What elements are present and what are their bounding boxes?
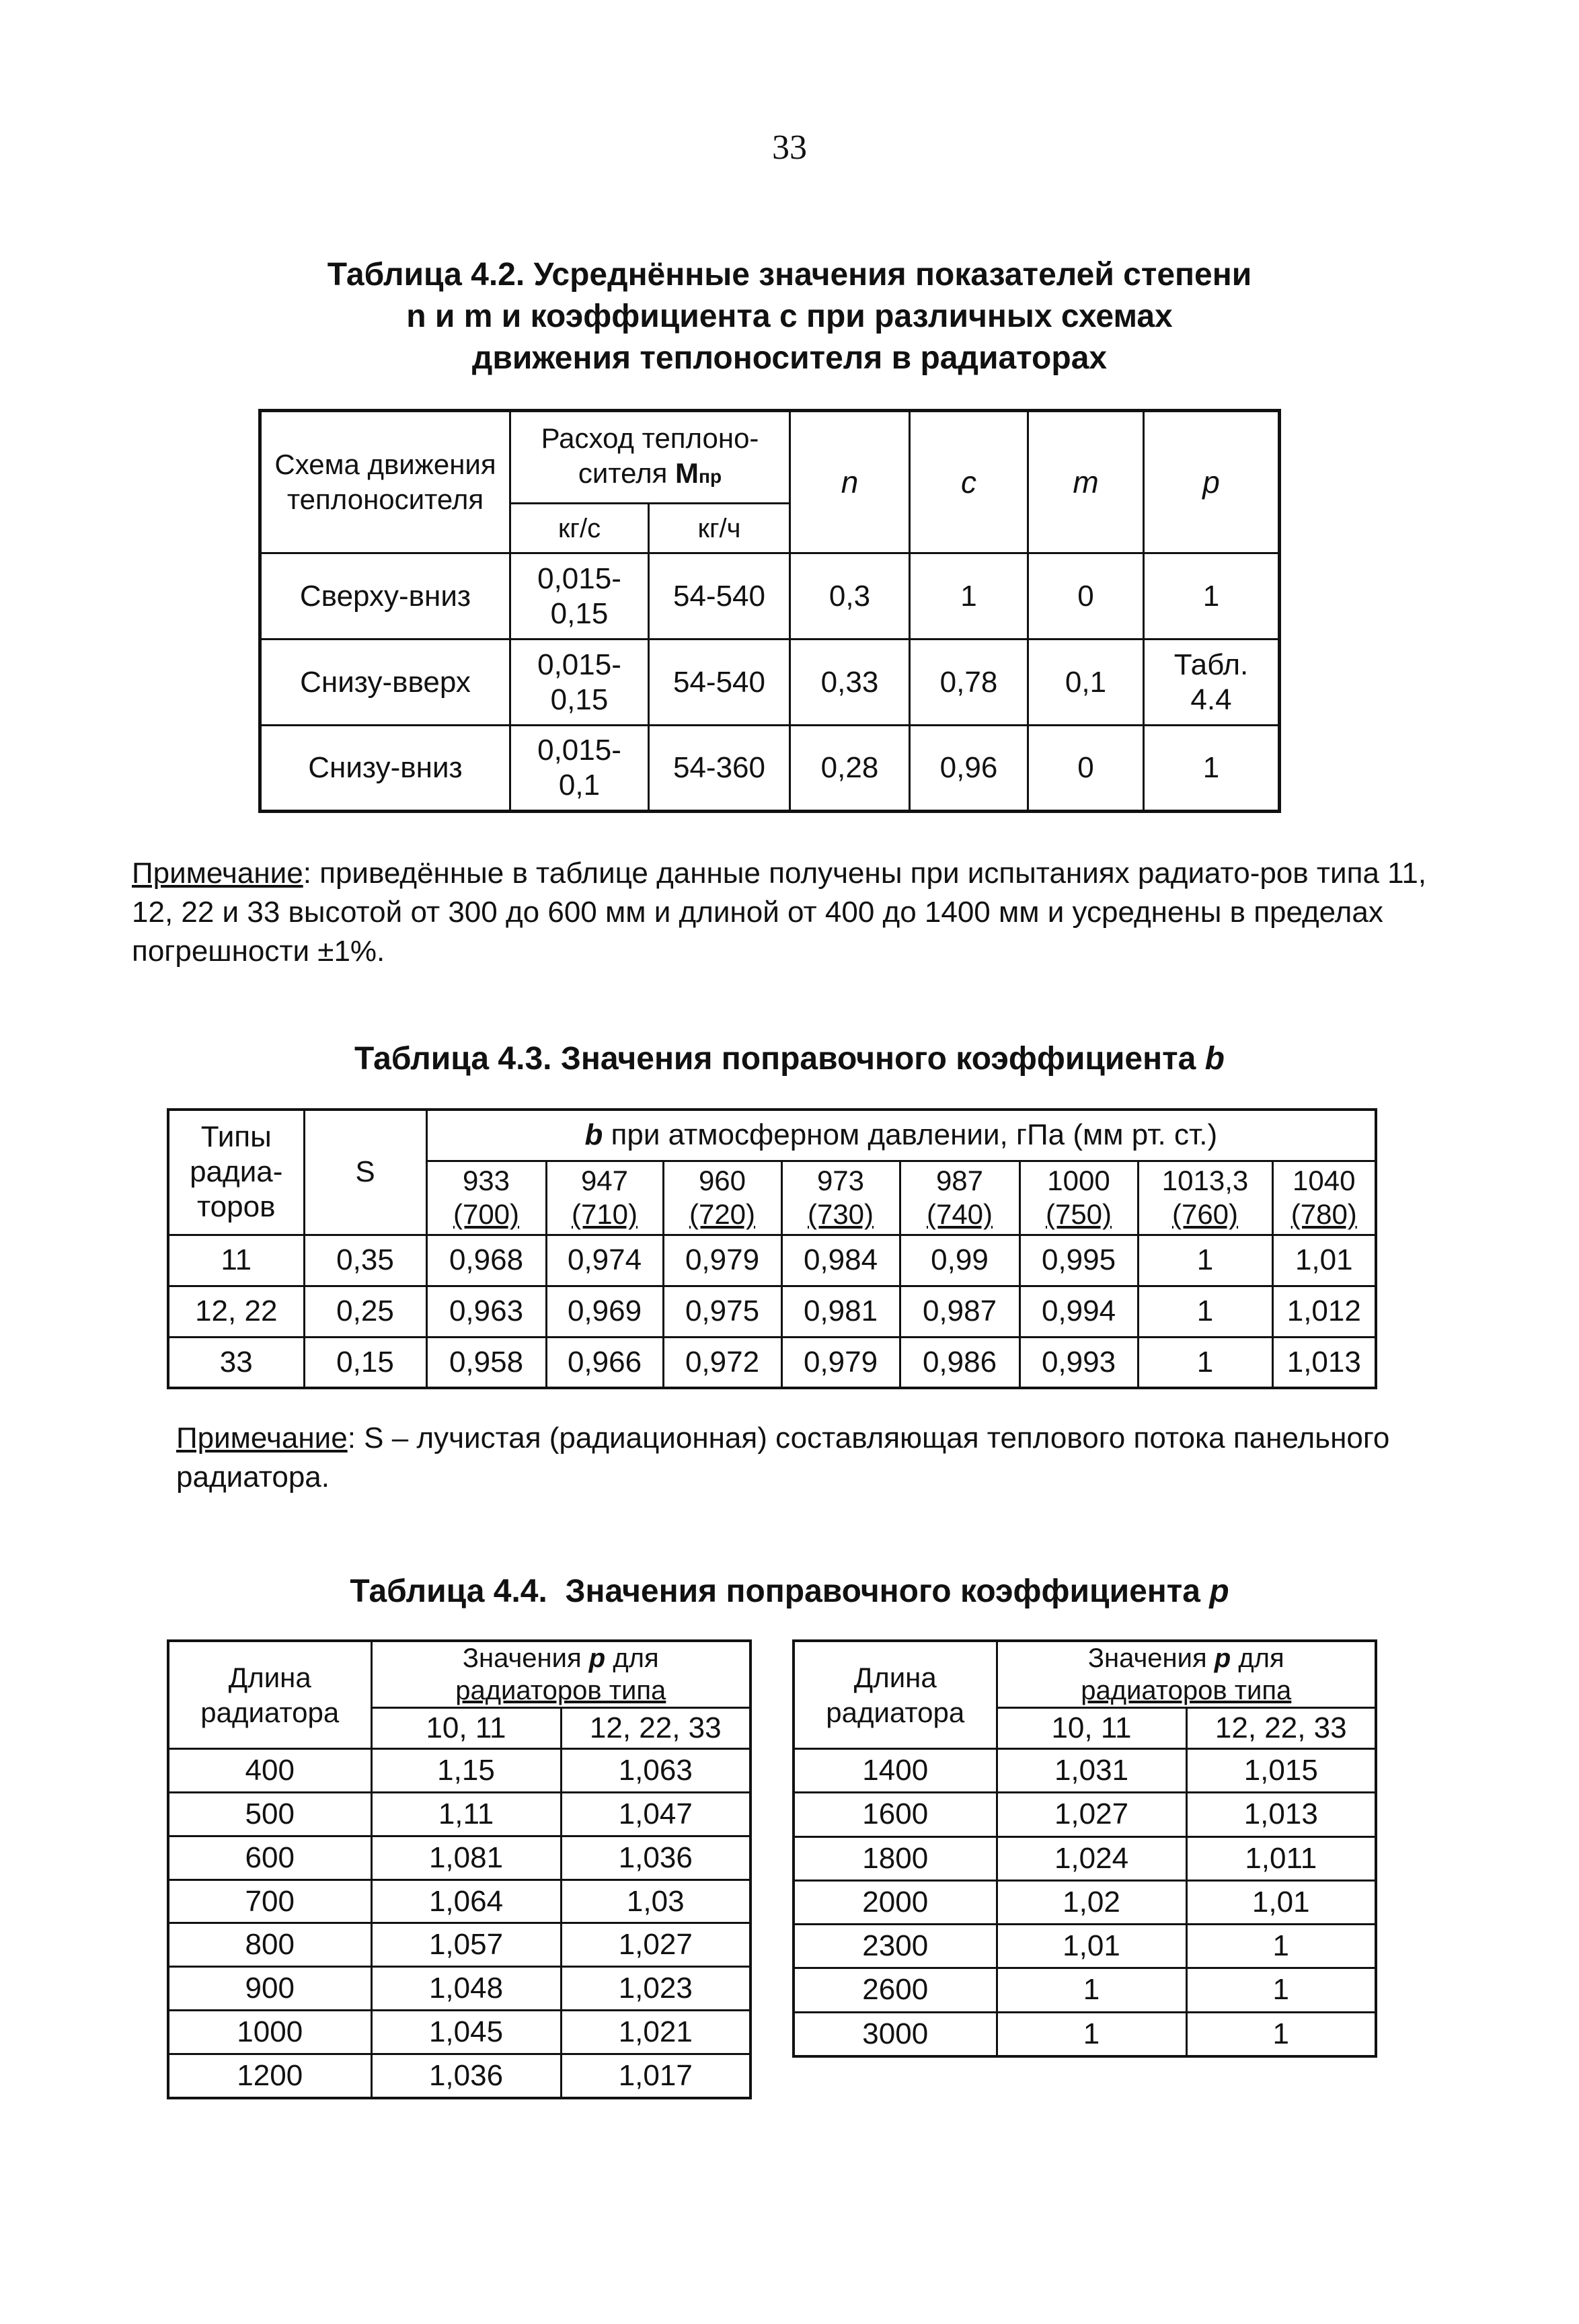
cell-b: 1,027 bbox=[561, 1923, 750, 1967]
table-4-2-caption bbox=[0, 254, 1579, 379]
table-4-2-caption-line: n и m и коэффициента c при различных схемах bbox=[406, 299, 1173, 334]
cell-b: 1,01 bbox=[1272, 1235, 1376, 1286]
table-row bbox=[794, 1925, 1376, 1968]
cell-length: 1600 bbox=[794, 1793, 997, 1836]
cell-a: 1,01 bbox=[997, 1925, 1186, 1968]
header-s: S bbox=[304, 1110, 426, 1235]
cell-length: 2300 bbox=[794, 1925, 997, 1968]
table-4-3-caption-symbol: b bbox=[1204, 1041, 1225, 1077]
table-row bbox=[168, 1880, 750, 1923]
cell-length: 500 bbox=[168, 1792, 371, 1836]
cell-n: 0,33 bbox=[790, 640, 910, 726]
pressure-mm: (780) bbox=[1291, 1198, 1357, 1230]
cell-length: 800 bbox=[168, 1923, 371, 1967]
cell-b: 0,975 bbox=[663, 1286, 781, 1337]
cell-length: 2600 bbox=[794, 1968, 997, 2012]
header-n: n bbox=[790, 411, 910, 553]
cell-kgh: 54-540 bbox=[649, 553, 790, 640]
cell-b: 0,969 bbox=[546, 1286, 663, 1337]
table-row bbox=[794, 1880, 1376, 1924]
cell-b: 1 bbox=[1138, 1337, 1272, 1388]
pressure-cell bbox=[546, 1161, 663, 1235]
cell-p: 1 bbox=[1144, 553, 1280, 640]
cell-kgs: 0,015-0,15 bbox=[510, 553, 649, 640]
cell-b: 1,017 bbox=[561, 2054, 750, 2098]
header-values-line2: радиаторов типа bbox=[455, 1676, 666, 1705]
cell-b: 1,023 bbox=[561, 1967, 750, 2011]
cell-a: 1,045 bbox=[371, 2011, 561, 2054]
pressure-mm: (730) bbox=[807, 1198, 874, 1230]
table-row bbox=[794, 1793, 1376, 1836]
table-row bbox=[794, 2012, 1376, 2056]
cell-b: 1 bbox=[1138, 1235, 1272, 1286]
cell-length: 600 bbox=[168, 1836, 371, 1880]
table-4-4-caption-symbol: p bbox=[1209, 1574, 1229, 1609]
cell-length: 1400 bbox=[794, 1749, 997, 1793]
pressure-mm: (760) bbox=[1171, 1198, 1239, 1230]
cell-length: 3000 bbox=[794, 2012, 997, 2056]
cell-b: 0,994 bbox=[1019, 1286, 1138, 1337]
header-type-a: 10, 11 bbox=[997, 1708, 1186, 1749]
cell-length: 1800 bbox=[794, 1836, 997, 1880]
header-flow-subscript: пр bbox=[699, 465, 722, 487]
pressure-cell bbox=[426, 1161, 546, 1235]
pressure-cell bbox=[1272, 1161, 1376, 1235]
cell-a: 1,064 bbox=[371, 1880, 561, 1923]
pressure-hpa: 1013,3 bbox=[1161, 1165, 1249, 1196]
header-b-symbol: b bbox=[584, 1118, 603, 1152]
header-b-text: при атмосферном давлении, гПа (мм рт. ст.) bbox=[603, 1118, 1218, 1152]
cell-b: 0,974 bbox=[546, 1235, 663, 1286]
cell-kgh: 54-540 bbox=[649, 640, 790, 726]
cell-a: 1,11 bbox=[371, 1792, 561, 1836]
header-types: Типы радиа-торов bbox=[168, 1110, 304, 1235]
pressure-hpa: 1040 bbox=[1293, 1165, 1356, 1196]
cell-a: 1,048 bbox=[371, 1967, 561, 2011]
table-row bbox=[168, 1235, 1376, 1286]
cell-a: 1,081 bbox=[371, 1836, 561, 1880]
cell-b: 0,979 bbox=[781, 1337, 900, 1388]
table-4-2-caption-line: Таблица 4.2. Усреднённые значения показателей степени bbox=[327, 257, 1252, 293]
cell-b: 1,013 bbox=[1272, 1337, 1376, 1388]
table-4-4-caption bbox=[0, 1571, 1579, 1613]
cell-b: 0,99 bbox=[900, 1235, 1019, 1286]
cell-scheme: Сверху-вниз bbox=[260, 553, 510, 640]
cell-b: 1,012 bbox=[1272, 1286, 1376, 1337]
table-row bbox=[168, 1337, 1376, 1388]
cell-b: 1 bbox=[1138, 1286, 1272, 1337]
header-values bbox=[997, 1641, 1376, 1708]
pressure-cell bbox=[900, 1161, 1019, 1235]
table-4-3-note bbox=[176, 1419, 1400, 1497]
header-scheme: Схема движения теплоносителя bbox=[260, 411, 510, 553]
cell-p: 1 bbox=[1144, 726, 1280, 812]
cell-b: 1,015 bbox=[1186, 1749, 1376, 1793]
cell-a: 1,02 bbox=[997, 1880, 1186, 1924]
pressure-mm: (700) bbox=[453, 1198, 520, 1230]
header-flow-label: Расход теплоно-сителя bbox=[541, 422, 759, 489]
pressure-hpa: 933 bbox=[462, 1165, 510, 1196]
cell-length: 2000 bbox=[794, 1880, 997, 1924]
table-4-3-caption bbox=[0, 1038, 1579, 1080]
note-lead: Примечание bbox=[132, 857, 303, 890]
cell-b: 1,01 bbox=[1186, 1880, 1376, 1924]
cell-b: 0,979 bbox=[663, 1235, 781, 1286]
table-4-2-note bbox=[132, 854, 1436, 971]
cell-b: 0,966 bbox=[546, 1337, 663, 1388]
note-text: : приведённые в таблице данные получены при испытаниях радиато-ров типа 11, 12, 22 и 33 высотой от 300 до 600 мм и длиной от 400 до 1400 мм и усреднены в пределах погрешности ±1%. bbox=[132, 857, 1427, 968]
header-m: m bbox=[1028, 411, 1144, 553]
cell-m: 0 bbox=[1028, 553, 1144, 640]
pressure-hpa: 960 bbox=[698, 1165, 746, 1196]
table-row bbox=[168, 1923, 750, 1967]
cell-a: 1 bbox=[997, 1968, 1186, 2012]
cell-m: 0,1 bbox=[1028, 640, 1144, 726]
table-row bbox=[260, 726, 1280, 812]
pressure-hpa: 1000 bbox=[1047, 1165, 1110, 1196]
table-4-2 bbox=[258, 409, 1281, 813]
cell-b: 1 bbox=[1186, 1925, 1376, 1968]
cell-s: 0,35 bbox=[304, 1235, 426, 1286]
cell-c: 0,78 bbox=[910, 640, 1028, 726]
cell-n: 0,28 bbox=[790, 726, 910, 812]
header-values-pre: Значения bbox=[462, 1643, 582, 1673]
header-values-pre: Значения bbox=[1087, 1643, 1207, 1673]
table-row bbox=[794, 1968, 1376, 2012]
cell-a: 1,036 bbox=[371, 2054, 561, 2098]
pressure-hpa: 987 bbox=[935, 1165, 984, 1196]
table-4-3-caption-text: Таблица 4.3. Значения поправочного коэффициента bbox=[354, 1041, 1196, 1077]
cell-kgs: 0,015-0,1 bbox=[510, 726, 649, 812]
cell-type: 12, 22 bbox=[168, 1286, 304, 1337]
header-type-b: 12, 22, 33 bbox=[1186, 1708, 1376, 1749]
cell-a: 1,027 bbox=[997, 1793, 1186, 1836]
cell-b: 0,958 bbox=[426, 1337, 546, 1388]
cell-kgs: 0,015-0,15 bbox=[510, 640, 649, 726]
pressure-cell bbox=[663, 1161, 781, 1235]
cell-p: Табл. 4.4 bbox=[1144, 640, 1280, 726]
table-4-2-caption-line: движения теплоносителя в радиаторах bbox=[471, 340, 1108, 376]
cell-b: 1,013 bbox=[1186, 1793, 1376, 1836]
table-row bbox=[260, 640, 1280, 726]
page-number: 33 bbox=[772, 128, 807, 167]
cell-a: 1 bbox=[997, 2012, 1186, 2056]
pressure-mm: (720) bbox=[689, 1198, 756, 1230]
header-values-post: для bbox=[1238, 1643, 1284, 1673]
table-4-4-left bbox=[167, 1639, 752, 2099]
cell-b: 0,968 bbox=[426, 1235, 546, 1286]
table-4-3 bbox=[167, 1108, 1377, 1389]
pressure-cell bbox=[1138, 1161, 1272, 1235]
cell-a: 1,024 bbox=[997, 1836, 1186, 1880]
cell-m: 0 bbox=[1028, 726, 1144, 812]
cell-c: 1 bbox=[910, 553, 1028, 640]
cell-b: 0,995 bbox=[1019, 1235, 1138, 1286]
cell-b: 0,984 bbox=[781, 1235, 900, 1286]
cell-length: 700 bbox=[168, 1880, 371, 1923]
table-row bbox=[794, 1749, 1376, 1793]
note-lead: Примечание bbox=[176, 1422, 348, 1455]
table-row bbox=[168, 1792, 750, 1836]
cell-b: 1,021 bbox=[561, 2011, 750, 2054]
table-row bbox=[168, 2054, 750, 2098]
header-values-line2: радиаторов типа bbox=[1081, 1676, 1292, 1705]
cell-s: 0,15 bbox=[304, 1337, 426, 1388]
cell-kgh: 54-360 bbox=[649, 726, 790, 812]
header-values-symbol: p bbox=[588, 1643, 606, 1673]
cell-type: 33 bbox=[168, 1337, 304, 1388]
table-4-4-caption-text: Таблица 4.4. Значения поправочного коэффициента bbox=[350, 1574, 1200, 1609]
cell-a: 1,031 bbox=[997, 1749, 1186, 1793]
cell-b: 0,963 bbox=[426, 1286, 546, 1337]
pressure-mm: (750) bbox=[1045, 1198, 1112, 1230]
cell-n: 0,3 bbox=[790, 553, 910, 640]
cell-b: 0,986 bbox=[900, 1337, 1019, 1388]
pressure-hpa: 947 bbox=[580, 1165, 629, 1196]
header-c: c bbox=[910, 411, 1028, 553]
header-flow bbox=[510, 411, 790, 504]
pressure-cell bbox=[1019, 1161, 1138, 1235]
table-4-4-right bbox=[792, 1639, 1377, 2058]
table-row bbox=[794, 1836, 1376, 1880]
header-values-post: для bbox=[613, 1643, 659, 1673]
pressure-mm: (740) bbox=[926, 1198, 993, 1230]
table-row bbox=[168, 1749, 750, 1793]
header-p: p bbox=[1144, 411, 1280, 553]
cell-length: 1200 bbox=[168, 2054, 371, 2098]
cell-length: 1000 bbox=[168, 2011, 371, 2054]
cell-b: 0,987 bbox=[900, 1286, 1019, 1337]
cell-b: 1 bbox=[1186, 1968, 1376, 2012]
cell-b: 1,03 bbox=[561, 1880, 750, 1923]
header-unit-kgs: кг/с bbox=[510, 504, 649, 553]
cell-s: 0,25 bbox=[304, 1286, 426, 1337]
cell-b: 1 bbox=[1186, 2012, 1376, 2056]
cell-scheme: Снизу-вверх bbox=[260, 640, 510, 726]
table-row bbox=[260, 553, 1280, 640]
header-length: Длина радиатора bbox=[168, 1641, 371, 1749]
cell-length: 900 bbox=[168, 1967, 371, 2011]
header-values-symbol: p bbox=[1214, 1643, 1231, 1673]
header-unit-kgh: кг/ч bbox=[649, 504, 790, 553]
note-text: : S – лучистая (радиационная) составляющая теплового потока панельного радиатора. bbox=[176, 1422, 1390, 1494]
cell-b: 1,047 bbox=[561, 1792, 750, 1836]
cell-a: 1,15 bbox=[371, 1749, 561, 1793]
cell-b: 0,981 bbox=[781, 1286, 900, 1337]
pressure-hpa: 973 bbox=[816, 1165, 865, 1196]
table-row bbox=[168, 2011, 750, 2054]
header-type-b: 12, 22, 33 bbox=[561, 1708, 750, 1749]
table-row bbox=[168, 1967, 750, 2011]
header-type-a: 10, 11 bbox=[371, 1708, 561, 1749]
cell-b: 1,036 bbox=[561, 1836, 750, 1880]
header-b bbox=[426, 1110, 1376, 1161]
cell-b: 1,063 bbox=[561, 1749, 750, 1793]
cell-b: 0,993 bbox=[1019, 1337, 1138, 1388]
table-row bbox=[168, 1286, 1376, 1337]
cell-b: 0,972 bbox=[663, 1337, 781, 1388]
cell-c: 0,96 bbox=[910, 726, 1028, 812]
cell-length: 400 bbox=[168, 1749, 371, 1793]
cell-b: 1,011 bbox=[1186, 1836, 1376, 1880]
pressure-mm: (710) bbox=[571, 1198, 638, 1230]
cell-scheme: Снизу-вниз bbox=[260, 726, 510, 812]
pressure-cell bbox=[781, 1161, 900, 1235]
cell-type: 11 bbox=[168, 1235, 304, 1286]
header-flow-symbol: М bbox=[675, 457, 699, 489]
header-values bbox=[371, 1641, 750, 1708]
header-length: Длина радиатора bbox=[794, 1641, 997, 1749]
table-row bbox=[168, 1836, 750, 1880]
cell-a: 1,057 bbox=[371, 1923, 561, 1967]
